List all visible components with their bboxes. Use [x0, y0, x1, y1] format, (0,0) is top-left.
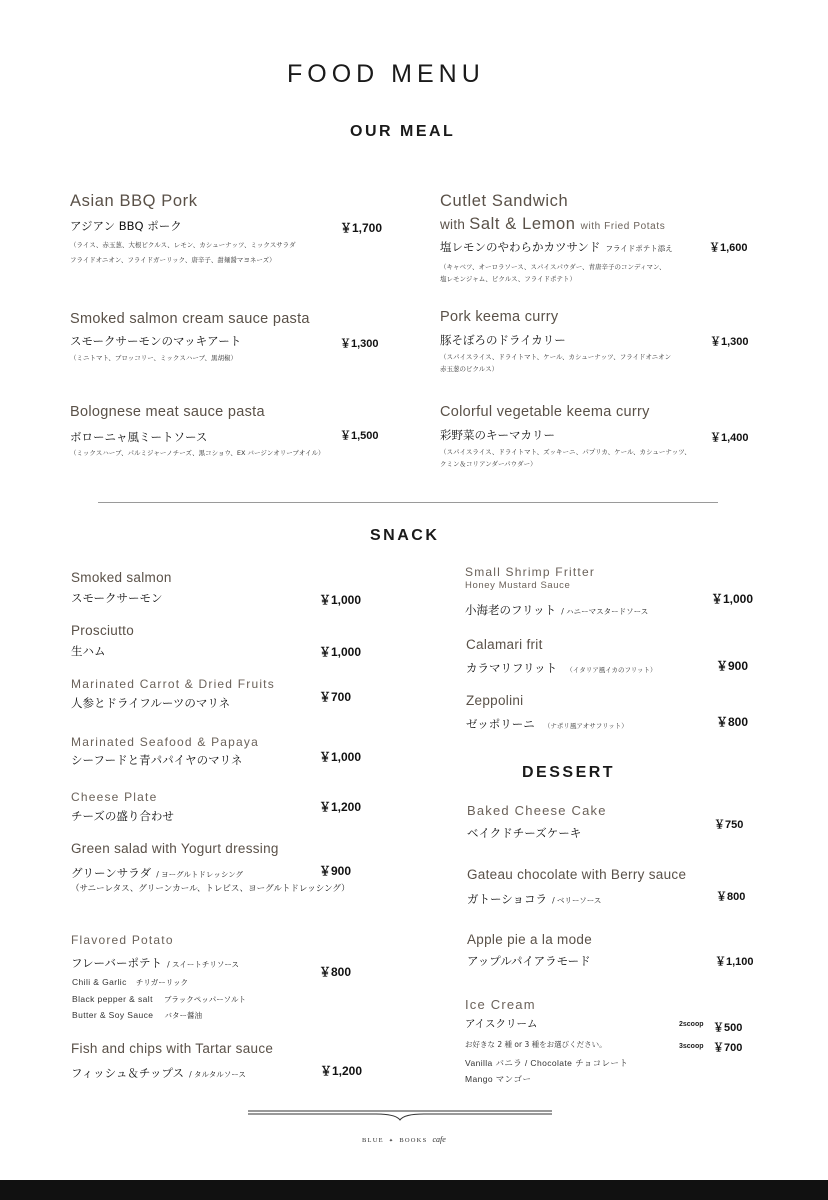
flavor-option-jp: チリガーリック [135, 978, 188, 987]
item-description: 塩レモンジャム、ピクルス、フライドポテト） [440, 275, 577, 283]
item-price: ￥1,700 [340, 221, 383, 235]
item-description: （ミックスハーブ、パルミジャーノチーズ、黒コショウ、EX バージンオリーブオイル） [70, 449, 325, 457]
brand-logo-books: BOOKS [399, 1137, 428, 1144]
item-name-jp-sub: / タルタルソース [189, 1070, 246, 1079]
item-name-en: Flavored Potato [71, 933, 174, 947]
item-name-jp-sub: （ナポリ風アオサフリット） [543, 722, 628, 730]
item-name-en: Ice Cream [465, 997, 536, 1012]
item-name-jp: 小海老のフリット [465, 603, 557, 617]
item-name-jp-line [71, 952, 239, 971]
item-name-en: Baked Cheese Cake [467, 803, 607, 818]
brand-logo-cafe: cafe [432, 1135, 446, 1144]
item-name-en: Smoked salmon [71, 570, 172, 585]
section-title-snack: SNACK [370, 527, 440, 544]
item-price: ￥1,200 [320, 1064, 363, 1078]
flavor-option [72, 1003, 202, 1022]
item-price: ￥1,000 [319, 645, 362, 659]
item-name-jp-sub: フライドポテト添え [605, 244, 673, 253]
item-price: ￥1,300 [710, 336, 749, 348]
item-description: 赤玉葱のピクルス） [440, 365, 499, 373]
item-name-en: Pork keema curry [440, 309, 559, 325]
item-name-jp-line [465, 599, 648, 618]
bottom-bar [0, 1180, 828, 1200]
item-name-en: Bolognese meat sauce pasta [70, 404, 265, 420]
item-price: ￥1,000 [319, 750, 362, 764]
item-name-jp: スモークサーモン [71, 591, 163, 605]
item-name-jp-line [440, 236, 673, 255]
item-name-jp-sub: / ハニーマスタードソース [561, 607, 649, 616]
item-price: ￥1,300 [340, 338, 379, 350]
item-price: ￥700 [319, 690, 352, 704]
item-price: ￥1,000 [711, 592, 754, 606]
item-name-jp: ガトーショコラ [467, 892, 548, 906]
item-name-jp: ベイクドチーズケーキ [467, 826, 582, 840]
item-description: （ミニトマト、ブロッコリー、ミックスハーブ、黒胡椒） [70, 354, 237, 362]
item-name-jp-sub: / スイートチリソース [167, 960, 239, 969]
flavor-option-en: Black pepper & salt [72, 994, 153, 1004]
item-name-jp: ゼッポリーニ [466, 717, 535, 731]
item-name-jp: 彩野菜のキーマカリー [440, 428, 555, 442]
flavor-option-en: Butter & Soy Sauce [72, 1010, 154, 1020]
item-name-en: Green salad with Yogurt dressing [71, 841, 279, 856]
item-name-jp-line [467, 888, 601, 907]
item-name-en: Fish and chips with Tartar sauce [71, 1041, 274, 1056]
item-name-jp: ボローニャ風ミートソース [70, 430, 208, 444]
item-name-jp-line [466, 713, 628, 732]
item-name-en: Marinated Seafood & Papaya [71, 735, 259, 749]
item-name-jp: アジアン BBQ ポーク [70, 219, 182, 233]
item-name-en: Calamari frit [466, 637, 543, 652]
item-note: お好きな 2 種 or 3 種をお選びください。 [465, 1040, 607, 1049]
item-name-jp: 生ハム [71, 644, 106, 658]
item-price: ￥800 [716, 891, 746, 903]
item-name-en: Cutlet Sandwich [440, 192, 569, 210]
item-name-en: Prosciutto [71, 623, 135, 638]
item-price: ￥800 [716, 715, 749, 729]
item-name-en: Small Shrimp Fritter [465, 565, 596, 579]
scoop-label: 2scoop [679, 1021, 704, 1028]
item-description: （スパイスライス、ドライトマト、ケール、カシューナッツ、フライドオニオン [440, 353, 672, 361]
flavor-list: Mango マンゴー [465, 1074, 532, 1084]
flavor-option-jp: バター醤油 [164, 1011, 202, 1020]
item-description: （スパイスライス、ドライトマト、ズッキーニ、パプリカ、ケール、カシューナッツ、 [440, 448, 691, 456]
item-name-en: Colorful vegetable keema curry [440, 404, 650, 420]
item-price: ￥900 [716, 659, 749, 673]
item-name-jp-line [71, 1062, 246, 1081]
section-title-dessert: DESSERT [522, 764, 616, 781]
item-price: ￥1,400 [710, 432, 749, 444]
flavor-option-jp: ブラックペッパーソルト [163, 995, 246, 1004]
item-price: ￥750 [714, 819, 744, 831]
brand-logo-separator: ✦ [388, 1139, 395, 1144]
item-price: ￥500 [713, 1022, 743, 1034]
item-price: ￥800 [319, 965, 352, 979]
item-name-en: Asian BBQ Pork [70, 192, 198, 210]
item-name-jp: チーズの盛り合わせ [71, 809, 174, 823]
item-name-jp: カラマリフリット [466, 661, 558, 675]
item-name-jp: アイスクリーム [465, 1018, 538, 1030]
brand-logo [362, 1127, 446, 1146]
brand-logo-blue: BLUE [362, 1137, 384, 1144]
menu-title: FOOD MENU [287, 60, 485, 88]
item-name-en-side: with Fried Potats [580, 221, 666, 232]
item-name-jp: スモークサーモンのマッキアート [70, 334, 242, 348]
flavor-list: Vanilla バニラ / Chocolate チョコレート [465, 1058, 629, 1068]
item-name-en-with: with [440, 217, 470, 232]
item-name-jp: グリーンサラダ [71, 866, 152, 880]
item-name-jp-sub: （イタリア風イカのフリット） [566, 666, 657, 674]
item-price: ￥1,500 [340, 430, 379, 442]
item-description: （キャベツ、オーロラソース、スパイスパウダー、青唐辛子のコンディマン、 [440, 263, 666, 271]
item-price: ￥900 [319, 864, 352, 878]
item-price: ￥1,100 [715, 956, 754, 968]
item-name-en: Zeppolini [466, 693, 524, 708]
item-name-jp: シーフードと青パパイヤのマリネ [71, 753, 243, 767]
section-title-our-meal: OUR MEAL [350, 123, 456, 140]
item-name-en: Cheese Plate [71, 790, 158, 804]
item-description: クミン＆コリアンダーパウダー） [440, 460, 537, 468]
footer-ornament [246, 1108, 554, 1126]
item-description: （ライス、赤玉葱、大根ピクルス、レモン、カシューナッツ、ミックスサラダ [70, 241, 296, 249]
item-name-jp-line [71, 862, 243, 881]
item-price: ￥1,000 [319, 593, 362, 607]
item-description: フライドオニオン、フライドガーリック、唐辛子、甜麺醤マヨネーズ） [70, 256, 276, 264]
item-name-jp-line [466, 657, 656, 676]
item-name-en: Marinated Carrot & Dried Fruits [71, 677, 275, 691]
scoop-label: 3scoop [679, 1043, 704, 1050]
flavor-option-en: Chili & Garlic [72, 977, 127, 987]
item-name-en: Gateau chocolate with Berry sauce [467, 867, 687, 882]
item-name-jp-sub: / ヨーグルトドレッシング [156, 870, 244, 879]
item-name-en-sub: Honey Mustard Sauce [465, 580, 571, 591]
item-name-jp: 塩レモンのやわらかカツサンド [440, 240, 601, 254]
item-name-jp: 人参とドライフルーツのマリネ [71, 696, 231, 710]
item-description: （サニーレタス、グリーンカール、トレビス、ヨーグルトドレッシング） [71, 884, 350, 894]
item-price: ￥1,200 [319, 800, 362, 814]
item-price: ￥1,600 [709, 242, 748, 254]
item-name-jp-sub: / ベリーソース [552, 896, 602, 905]
section-divider [98, 502, 718, 503]
item-name-en-line2 [440, 214, 665, 234]
item-name-jp: フレーバーポテト [71, 956, 162, 970]
item-price: ￥700 [713, 1042, 743, 1054]
item-name-jp: 豚そぼろのドライカリー [440, 333, 566, 347]
item-name-jp: フィッシュ＆チップス [71, 1066, 185, 1080]
item-name-en: Apple pie a la mode [467, 932, 593, 947]
item-name-en-highlight: Salt & Lemon [469, 215, 576, 233]
item-name-jp: アップルパイアラモード [467, 954, 591, 968]
item-name-en: Smoked salmon cream sauce pasta [70, 311, 310, 327]
